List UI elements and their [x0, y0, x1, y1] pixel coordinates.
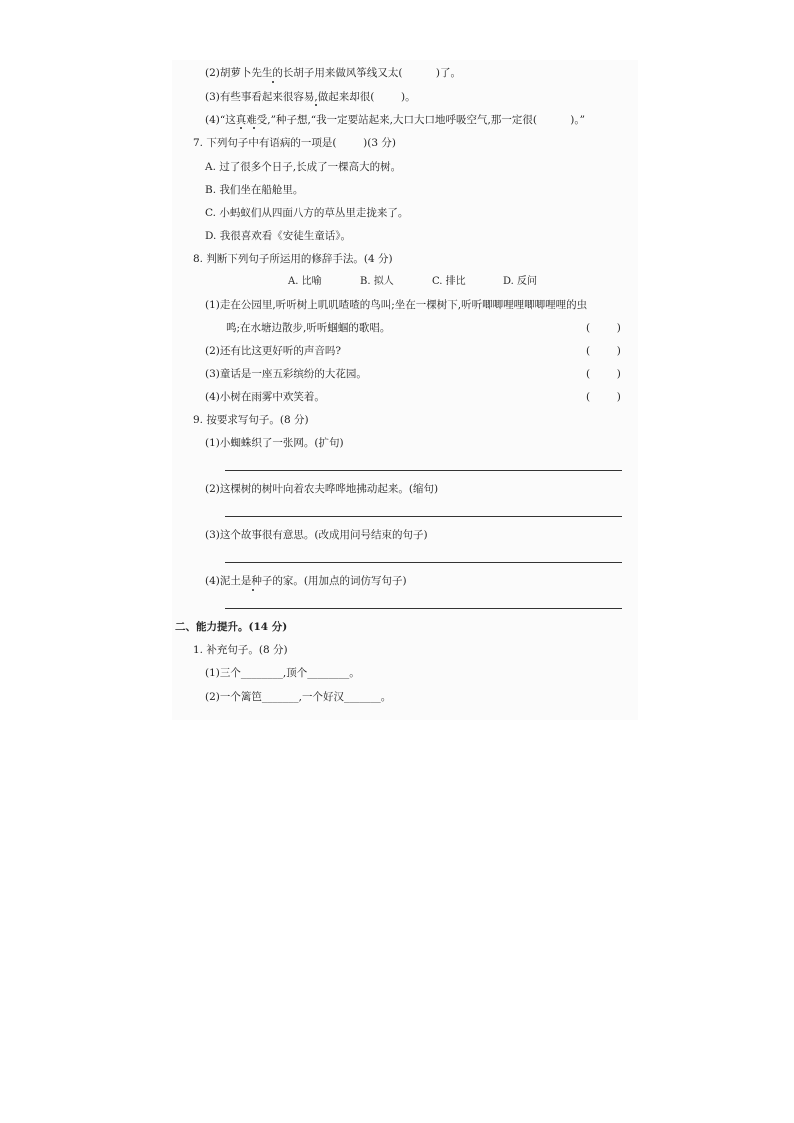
- q9-answer-line-4[interactable]: [225, 608, 622, 609]
- q8-answer-2[interactable]: ( ): [586, 345, 621, 357]
- q8-option-a: A. 比喻: [288, 276, 322, 287]
- emphasis-dot: [315, 104, 317, 106]
- q8-item-3: (3)童话是一座五彩缤纷的大花园。: [205, 368, 367, 380]
- q6-item-2: (2)胡萝卜先生的长胡子用来做风筝线又太( )了。: [205, 67, 461, 79]
- q9-item-1: (1)小蜘蛛织了一张网。(扩句): [205, 437, 344, 449]
- q9-item-4: (4)泥土是种子的家。(用加点的词仿写句子): [205, 575, 407, 587]
- emphasis-dot: [240, 127, 242, 129]
- q7-option-d: D. 我很喜欢看《安徒生童话》。: [205, 230, 351, 242]
- q8-item-1-line1: (1)走在公园里,听听树上叽叽喳喳的鸟叫;坐在一棵树下,听听唧唧哩哩唧唧哩哩的虫: [205, 299, 588, 311]
- q8-option-d: D. 反问: [503, 276, 538, 287]
- q7-option-b: B. 我们坐在船舱里。: [205, 184, 304, 196]
- q8-item-4: (4)小树在雨雾中欢笑着。: [205, 391, 325, 403]
- s2-q1-item-1: (1)三个________,顶个________。: [205, 667, 360, 679]
- q8-option-b: B. 拟人: [360, 276, 394, 287]
- q7-prompt: 7. 下列句子中有语病的一项是( )(3 分): [193, 137, 396, 149]
- emphasis-dot: [253, 127, 255, 129]
- q8-item-2: (2)还有比这更好听的声音吗?: [205, 345, 342, 357]
- q7-option-c: C. 小蚂蚁们从四面八方的草丛里走拢来了。: [205, 207, 409, 219]
- q8-answer-3[interactable]: ( ): [586, 368, 621, 380]
- q9-item-3: (3)这个故事很有意思。(改成用问号结束的句子): [205, 529, 428, 541]
- q8-answer-1[interactable]: ( ): [586, 322, 621, 334]
- q6-item-4: (4)“这真难受,”种子想,“我一定要站起来,大口大口地呼吸空气,那一定很( )。”: [205, 114, 586, 126]
- q9-item-2: (2)这棵树的树叶向着农夫哗哗地拂动起来。(缩句): [205, 483, 439, 495]
- q7-option-a: A. 过了很多个日子,长成了一棵高大的树。: [205, 161, 402, 173]
- section-2-heading: 二、能力提升。(14 分): [175, 621, 288, 633]
- s2-q1-prompt: 1. 补充句子。(8 分): [193, 644, 288, 656]
- q9-prompt: 9. 按要求写句子。(8 分): [193, 414, 309, 426]
- s2-q1-item-2: (2)一个篱笆_______,一个好汉_______。: [205, 691, 392, 703]
- emphasis-dot: [252, 589, 254, 591]
- q8-item-1-line2: 鸣;在水塘边散步,听听蝈蝈的歌唱。: [226, 322, 391, 334]
- q9-answer-line-1[interactable]: [225, 470, 622, 471]
- q8-answer-4[interactable]: ( ): [586, 391, 621, 403]
- q8-prompt: 8. 判断下列句子所运用的修辞手法。(4 分): [193, 253, 393, 265]
- q8-option-c: C. 排比: [432, 276, 466, 287]
- q9-answer-line-3[interactable]: [225, 562, 622, 563]
- q9-answer-line-2[interactable]: [225, 516, 622, 517]
- emphasis-dot: [272, 81, 274, 83]
- q6-item-3: (3)有些事看起来很容易,做起来却很( )。: [205, 91, 416, 103]
